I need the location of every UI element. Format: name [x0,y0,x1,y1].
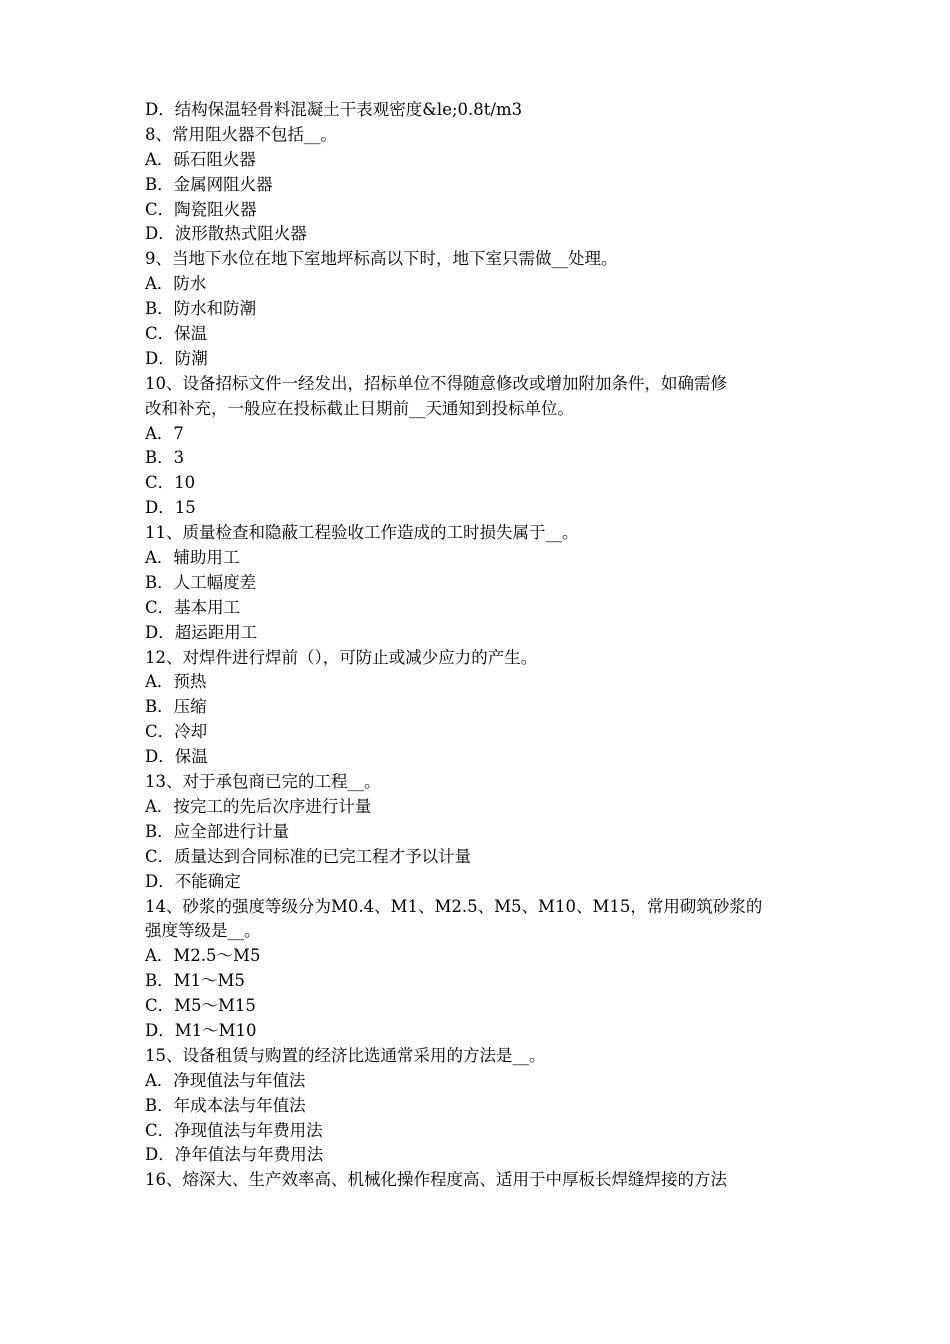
option-d-q10: D．15 [145,498,196,518]
question-13: 13、对于承包商已完的工程__。 [145,772,381,792]
option-a-q15: A．净现值法与年值法 [145,1070,306,1090]
question-9: 9、当地下水位在地下室地坪标高以下时，地下室只需做__处理。 [145,249,618,269]
option-a-q10: A．7 [145,423,184,443]
option-c-q8: C．陶瓷阻火器 [145,199,257,219]
question-11: 11、质量检查和隐蔽工程验收工作造成的工时损失属于__。 [145,523,579,543]
question-10-line-2: 改和补充，一般应在投标截止日期前__天通知到投标单位。 [145,398,574,418]
question-10-line-1: 10、设备招标文件一经发出，招标单位不得随意修改或增加附加条件，如确需修 [145,373,727,393]
option-a-q12: A．预热 [145,672,207,692]
option-a-q14: A．M2.5～M5 [145,946,261,966]
question-14-line-1: 14、砂浆的强度等级分为M0.4、M1、M2.5、M5、M10、M15，常用砌筑砂浆的 [145,896,763,916]
option-d-q15: D．净年值法与年费用法 [145,1145,324,1165]
option-b-q12: B．压缩 [145,697,207,717]
option-a-q8: A．砾石阻火器 [145,149,256,169]
option-a-q9: A．防水 [145,274,207,294]
option-b-q15: B．年成本法与年值法 [145,1095,306,1115]
option-d-q13: D．不能确定 [145,871,241,891]
question-15: 15、设备租赁与购置的经济比选通常采用的方法是__。 [145,1045,546,1065]
option-c-q10: C．10 [145,473,196,493]
option-c-q12: C．冷却 [145,722,208,742]
question-14-line-2: 强度等级是__。 [145,921,261,941]
option-c-q13: C．质量达到合同标准的已完工程才予以计量 [145,846,472,866]
option-c-q15: C．净现值法与年费用法 [145,1120,323,1140]
document-body [145,98,825,1193]
option-b-q10: B．3 [145,448,185,468]
option-a-q11: A．辅助用工 [145,548,240,568]
option-d-q8: D．波形散热式阻火器 [145,224,307,244]
question-12: 12、对焊件进行焊前（），可防止或减少应力的产生。 [145,647,538,667]
option-b-q9: B．防水和防潮 [145,299,257,319]
option-b-q11: B．人工幅度差 [145,572,257,592]
option-c-q14: C．M5～M15 [145,996,256,1016]
option-a-q13: A．按完工的先后次序进行计量 [145,796,372,816]
option-d-q7: D．结构保温轻骨料混凝土干表观密度&le;0.8t/m3 [145,100,523,119]
option-b-q13: B．应全部进行计量 [145,821,290,841]
question-8: 8、常用阻火器不包括__。 [145,124,337,144]
option-c-q11: C．基本用工 [145,597,241,617]
option-d-q14: D．M1～M10 [145,1020,257,1040]
option-d-q9: D．防潮 [145,348,208,368]
option-b-q14: B．M1～M5 [145,971,245,991]
option-c-q9: C．保温 [145,324,208,344]
option-d-q11: D．超运距用工 [145,622,258,642]
question-16: 16、熔深大、生产效率高、机械化操作程度高、适用于中厚板长焊缝焊接的方法 [145,1170,727,1190]
option-b-q8: B．金属网阻火器 [145,174,273,194]
option-d-q12: D．保温 [145,747,208,767]
